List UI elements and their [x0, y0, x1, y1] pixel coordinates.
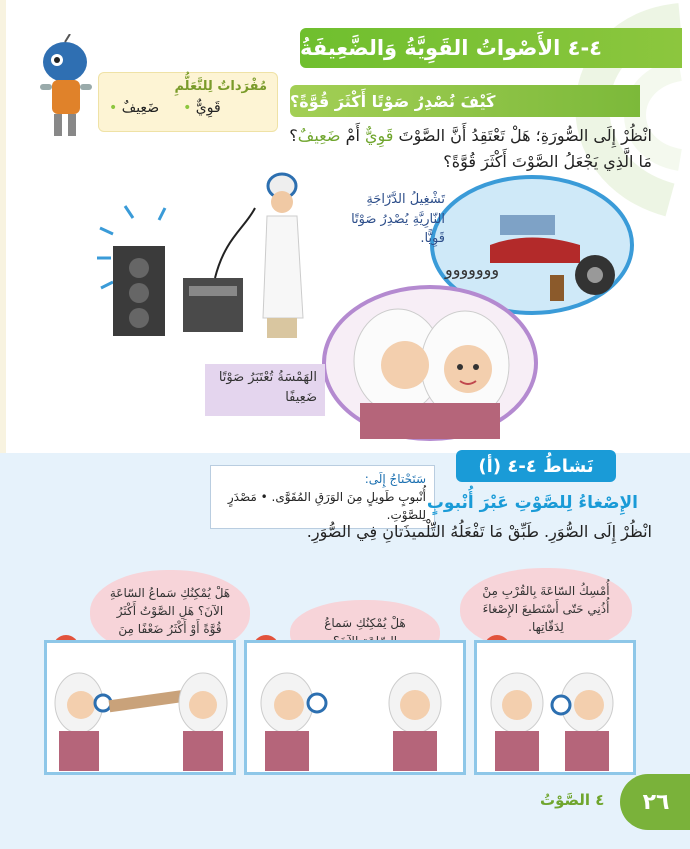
step-2-illustration	[247, 643, 463, 773]
question-2: مَا الَّذِي يَجْعَلُ الصَّوْتَ أَكْثَرَ قُوَّةً؟	[443, 152, 652, 171]
step-3-illustration	[47, 643, 233, 773]
singer-illustration	[95, 168, 310, 348]
lesson-title: ٤-٤ الأَصْواتُ القَوِيَّةُ وَالضَّعِيفَةُ	[300, 36, 602, 60]
activity-title: الإِصْغاءُ لِلصَّوْتِ عَبْرَ أُنْبوبٍ	[426, 493, 638, 513]
word-or: أَمْ	[345, 126, 360, 145]
section-heading	[290, 85, 640, 117]
step-panel-3	[44, 640, 236, 775]
activity-tag: نَشاطُ ٤-٤ (أ)	[456, 450, 616, 482]
speech-bubble-3: هَلْ يُمْكِنُكِ سَماعُ السّاعَةِ الآنَ؟ هَلِ الصَّوْتُ أَكْثَرُ قُوَّةً أَوْ أَكْثَرُ ضَعْفًا مِنَ	[90, 570, 250, 656]
step-panel-2	[244, 640, 466, 775]
speech-bubble-2: هَلْ يُمْكِنُكِ سَماعُ	[290, 600, 440, 666]
activity-instruction: انْظُرْ إِلَى الصُّوَرِ. طَبِّقْ مَا تَفْعَلُهُ التِّلْميذَتانِ فِي الصُّوَرِ.	[306, 522, 652, 541]
vocabulary-box	[98, 72, 278, 132]
materials-list: أُنْبوبٍ طَويلٍ مِنَ الوَرَقِ المُقَوَّى. • مَصْدَرٍ لِلصَّوْتِ.	[227, 490, 426, 522]
question-1	[289, 124, 652, 147]
vocabulary-title: مُفْرَداتٌ لِلتَّعَلُّمِ	[174, 79, 267, 94]
step-1-illustration	[477, 643, 633, 773]
question-1-text: انْظُرْ إِلَى الصُّورَةِ؛ هَلْ تَعْتَقِدُ أَنَّ الصَّوْتَ	[398, 126, 652, 145]
vocab-word-strong: قَوِيٌّ •	[183, 100, 221, 116]
robot-mascot	[30, 34, 100, 144]
lesson-title-banner	[300, 28, 682, 68]
vocab-word-weak: ضَعِيفٌ •	[109, 100, 159, 116]
materials-title: سَتَحْتاجُ إِلَى:	[364, 472, 426, 486]
question-mark: ؟	[289, 126, 298, 145]
motorcycle-caption: تَشْغِيلُ الدَّرّاجَةِ النّارِيَّةِ يُصْدِرُ صَوْتًا قَوِيًّا.	[351, 192, 445, 246]
chapter-label: ٤ الصَّوْتُ	[540, 791, 605, 809]
section-heading-text: كَيْفَ نُصْدِرُ صَوْتًا أَكْثَرَ قُوَّةً؟	[290, 91, 496, 111]
speech-bubble-1: أُمْسِكُ السّاعَةَ بِالقُرْبِ مِنْ أُذُنِي حَتّى أَسْتَطيعَ الإِصْغاءَ لِدَقّاتِها.	[460, 568, 632, 652]
svg-text:ووووووو: ووووووو	[445, 260, 500, 279]
word-strong: قَوِيٌّ	[365, 126, 394, 145]
page-number: ٢٦	[620, 774, 690, 830]
step-panel-1	[474, 640, 636, 775]
materials-box	[210, 465, 435, 529]
whisper-caption: الهَمْسَةُ تُعْتَبَرُ صَوْتًا ضَعِيفًا	[205, 364, 325, 416]
word-weak: ضَعِيفٌ	[297, 126, 341, 145]
vocabulary-words	[109, 100, 267, 116]
whisper-illustration	[320, 283, 540, 443]
